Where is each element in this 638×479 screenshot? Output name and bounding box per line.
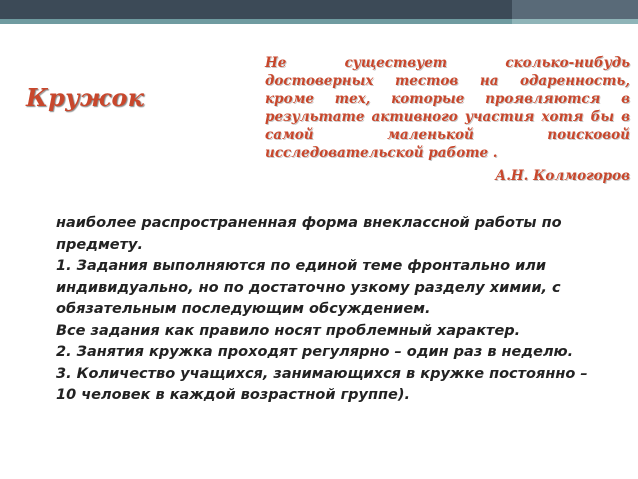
slide-body <box>56 213 601 407</box>
body-paragraph: наиболее распространенная форма внеклассной работы по предмету. <box>56 215 562 253</box>
epigraph-quote: Не существует сколько-нибудь достоверных тестов на одаренность, кроме тех, которые проявляются в результате активного участия хотя бы в самой маленькой поисковой исследовательской работе . <box>265 55 630 161</box>
body-paragraph: 2. Занятия кружка проходят регулярно – один раз в неделю. <box>56 344 574 360</box>
slide-title: Кружок <box>26 83 145 112</box>
epigraph-author: А.Н. Колмогоров <box>495 168 630 184</box>
body-paragraph: Все задания как правило носят проблемный характер. <box>56 322 521 339</box>
header-band-accent-line <box>512 19 638 24</box>
header-band <box>0 0 638 24</box>
header-band-accent <box>512 0 638 20</box>
body-paragraph: 1. Задания выполняются по единой теме фронтально или индивидуально, но по достаточно узкому разделу химии, с обязательным последующим обсуждением. <box>56 258 561 317</box>
body-paragraph: 3. Количество учащихся, занимающихся в кружке постоянно – 10 человек в каждой возрастной группе). <box>56 365 588 403</box>
